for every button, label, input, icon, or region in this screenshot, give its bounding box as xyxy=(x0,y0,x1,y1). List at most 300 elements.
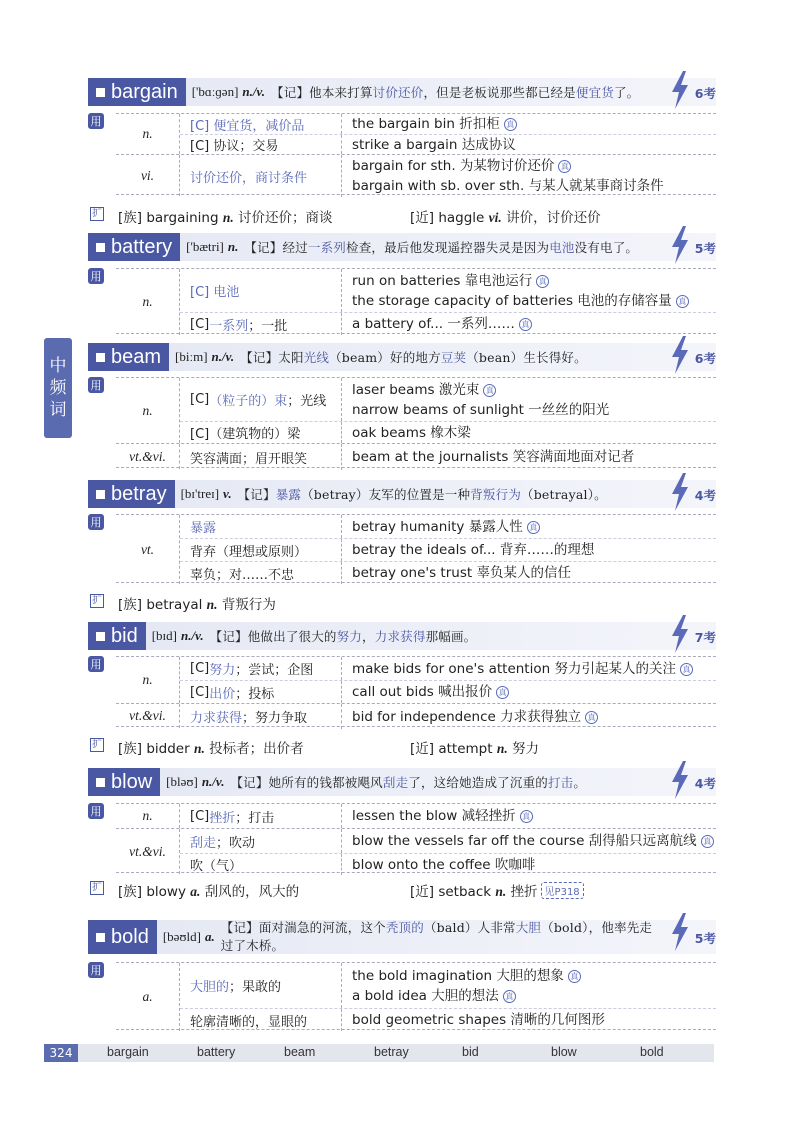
footer-word: betray xyxy=(374,1045,409,1059)
word-family xyxy=(118,880,299,900)
synonym-label: [近] xyxy=(410,884,435,900)
sense-meaning xyxy=(190,313,342,335)
footer-word: bargain xyxy=(107,1045,149,1059)
real-exam-icon: 真 xyxy=(520,810,533,823)
family-word: betrayal xyxy=(146,597,203,613)
entry-header xyxy=(88,78,716,106)
text-run: [C] 协议；交易 xyxy=(190,139,279,154)
text-run: a battery of... 一系列…… xyxy=(352,316,515,332)
text-run: ；一批 xyxy=(248,318,288,334)
lightning-icon xyxy=(670,336,690,374)
footer-bar xyxy=(44,1044,714,1062)
usage-icon: 用 xyxy=(88,268,104,284)
text-run: the bargain bin 折扣柜 xyxy=(352,116,500,132)
example-line xyxy=(352,659,716,679)
square-icon xyxy=(96,243,105,252)
text-run: 【记】 xyxy=(237,487,276,502)
sense-meaning xyxy=(190,657,342,680)
family-label: [族] xyxy=(118,741,143,757)
word-entry xyxy=(88,920,716,1030)
sense-meaning xyxy=(190,681,342,703)
text-run: （bold），他率先走过了木桥。 xyxy=(220,920,653,953)
text-run: [C]（建筑物的）梁 xyxy=(190,427,301,442)
sense-table xyxy=(116,377,716,468)
square-icon xyxy=(96,778,105,787)
text-run: 努力 xyxy=(336,629,363,644)
real-exam-icon: 真 xyxy=(558,160,571,173)
text-run: （betrayal）。 xyxy=(521,487,607,502)
entry-header xyxy=(88,622,716,650)
group-pos: n. xyxy=(116,804,180,828)
usage-icon: 用 xyxy=(88,514,104,530)
text-run: 大胆 xyxy=(515,920,542,935)
sense-row xyxy=(180,680,716,703)
pronunciation: [biːm] xyxy=(175,349,208,364)
text-run: the bold imagination 大胆的想象 xyxy=(352,967,564,984)
family-pos: n. xyxy=(193,741,205,756)
text-run: 【记】经过 xyxy=(244,240,308,255)
example-line xyxy=(352,291,716,311)
text-run: bargain with sb. over sth. 与某人就某事商讨条件 xyxy=(352,178,664,194)
headword-box xyxy=(88,480,175,508)
pronunciation: [bləʊ] xyxy=(166,774,198,789)
headword: betray xyxy=(111,482,167,505)
family-label: [族] xyxy=(118,884,143,900)
sense-examples xyxy=(352,313,716,335)
example-line xyxy=(352,855,716,875)
pos-group xyxy=(116,804,716,828)
family-def: 刮风的，风大的 xyxy=(204,884,300,900)
real-exam-icon: 真 xyxy=(536,275,549,288)
pronunciation: [bəʊld] xyxy=(162,929,201,944)
exam-count: 5考 xyxy=(694,241,716,256)
usage-icon: 用 xyxy=(88,113,104,129)
family-def: 讨价还价；商谈 xyxy=(238,210,333,226)
real-exam-icon: 真 xyxy=(483,384,496,397)
sense-meaning xyxy=(190,114,342,134)
headword: bargain xyxy=(111,80,178,103)
headword: bold xyxy=(111,925,149,948)
group-pos: n. xyxy=(116,114,180,154)
sense-examples xyxy=(352,854,716,875)
sense-row xyxy=(180,421,716,443)
headword-box xyxy=(88,343,169,371)
sense-examples xyxy=(352,539,716,561)
sense-examples xyxy=(352,1009,716,1031)
extension-row xyxy=(88,206,716,224)
lightning-icon xyxy=(670,913,690,951)
text-run: 辜负；对……不忠 xyxy=(190,567,295,583)
sense-row xyxy=(180,1008,716,1031)
text-run: 便宜货 xyxy=(575,85,614,100)
real-exam-icon: 真 xyxy=(701,835,714,848)
text-run: ；努力争取 xyxy=(242,711,308,726)
real-exam-icon: 真 xyxy=(519,318,532,331)
pos-group xyxy=(116,828,716,874)
part-of-speech: n./v. xyxy=(201,774,225,789)
example-line xyxy=(352,1010,716,1030)
section-tab xyxy=(44,338,72,438)
text-run: 笑容满面；眉开眼笑 xyxy=(190,451,308,467)
sense-examples xyxy=(352,704,716,729)
text-run: bargain for sth. 为某物讨价还价 xyxy=(352,158,555,174)
group-pos: vt.&vi. xyxy=(116,829,180,874)
sense-meaning xyxy=(190,963,342,1008)
usage-icon: 用 xyxy=(88,656,104,672)
text-run: 【记】他做出了很大的 xyxy=(209,629,337,644)
text-run: 刮走 xyxy=(190,835,217,851)
lightning-icon xyxy=(670,226,690,264)
pos-group xyxy=(116,963,716,1031)
group-pos: n. xyxy=(116,657,180,703)
synonym-def: 讲价，讨价还价 xyxy=(506,210,601,226)
headword-box xyxy=(88,233,180,261)
sense-examples xyxy=(352,515,716,538)
text-run: [C] 便宜货，减价品 xyxy=(190,118,305,134)
synonym-pos: n. xyxy=(495,884,507,899)
synonym xyxy=(410,206,601,226)
example-line xyxy=(352,423,716,443)
sense-examples xyxy=(352,963,716,1008)
group-pos: n. xyxy=(116,378,180,443)
text-run: 了。 xyxy=(613,85,640,100)
text-run: （粒子的）束 xyxy=(209,394,288,409)
text-run: 电池 xyxy=(549,240,575,255)
text-run: 暴露 xyxy=(190,521,217,536)
sense-meaning xyxy=(190,155,342,197)
extension-icon: 扩 xyxy=(92,739,102,750)
synonym-word: attempt xyxy=(438,741,493,757)
pos-group xyxy=(116,378,716,443)
pos-group xyxy=(116,515,716,584)
real-exam-icon: 真 xyxy=(527,521,540,534)
text-run: 一系列 xyxy=(209,318,249,334)
mnemonic xyxy=(221,919,661,955)
synonym-def: 努力 xyxy=(512,741,540,757)
exam-count: 4考 xyxy=(694,488,716,503)
example-line xyxy=(352,540,716,560)
synonym xyxy=(410,880,584,900)
square-icon xyxy=(96,353,105,362)
text-run: 挫折 xyxy=(209,810,236,826)
pos-group xyxy=(116,269,716,335)
sense-table xyxy=(116,656,716,727)
text-run: [C] xyxy=(190,684,210,700)
lightning-icon xyxy=(670,615,690,653)
sense-meaning xyxy=(190,378,342,421)
square-icon xyxy=(96,88,105,97)
example-line xyxy=(352,314,716,334)
family-word: blowy xyxy=(146,884,186,900)
family-word: bargaining xyxy=(146,210,219,226)
pos-group xyxy=(116,154,716,196)
sense-examples xyxy=(352,681,716,703)
example-line xyxy=(352,400,716,420)
sense-meaning xyxy=(190,444,342,470)
family-def: 背叛行为 xyxy=(221,597,276,613)
headword-box xyxy=(88,622,146,650)
synonym-word: setback xyxy=(438,884,492,900)
text-run: 暴露 xyxy=(275,487,302,502)
text-run: 【记】面对湍急的河流，这个 xyxy=(220,920,386,935)
sense-row xyxy=(180,657,716,680)
synonym-def: 挫折 xyxy=(510,884,538,900)
group-pos: vt. xyxy=(116,515,180,584)
page-number: 324 xyxy=(44,1044,78,1062)
sense-table xyxy=(116,803,716,873)
exam-count: 7考 xyxy=(694,630,716,645)
text-run: 大胆的 xyxy=(190,980,230,995)
part-of-speech: n./v. xyxy=(242,84,266,99)
example-line xyxy=(352,156,716,176)
example-line xyxy=(352,380,716,400)
sense-row xyxy=(180,444,716,470)
text-run: [C] xyxy=(190,392,210,407)
text-run: bold geometric shapes 清晰的几何图形 xyxy=(352,1012,605,1028)
headword-box xyxy=(88,768,160,796)
sense-meaning xyxy=(190,804,342,828)
text-run: 刮走 xyxy=(382,775,409,790)
group-pos: vt.&vi. xyxy=(116,704,180,728)
headword: battery xyxy=(111,235,173,258)
sense-table xyxy=(116,113,716,195)
section-tab-char: 词 xyxy=(49,400,67,420)
entry-header xyxy=(88,768,716,796)
text-run: call out bids 喊出报价 xyxy=(352,684,493,700)
text-run: blow the vessels far off the course 刮得船只远离航线 xyxy=(352,833,697,849)
example-line xyxy=(352,831,716,851)
square-icon xyxy=(96,490,105,499)
extension-icon: 扩 xyxy=(92,882,102,893)
sense-examples xyxy=(352,657,716,680)
text-run: 了，这给她造成了沉重的 xyxy=(408,775,548,790)
text-run: a bold idea 大胆的想法 xyxy=(352,987,499,1004)
sense-examples xyxy=(352,444,716,470)
group-pos: vi. xyxy=(116,155,180,196)
entry-header xyxy=(88,480,716,508)
pos-group xyxy=(116,657,716,703)
text-run: 【记】太阳 xyxy=(240,350,304,365)
text-run: betray humanity 暴露人性 xyxy=(352,518,523,535)
sense-table xyxy=(116,962,716,1030)
text-run: （bean）生长得好。 xyxy=(466,350,587,365)
sense-examples xyxy=(352,422,716,443)
family-pos: n. xyxy=(222,210,234,225)
example-line xyxy=(352,517,716,537)
real-exam-icon: 真 xyxy=(568,970,581,983)
group-pos: n. xyxy=(116,269,180,335)
word-entry xyxy=(88,78,716,226)
example-line xyxy=(352,114,716,134)
lightning-icon xyxy=(670,761,690,799)
sense-row xyxy=(180,378,716,421)
pronunciation: ['bætri] xyxy=(186,239,224,254)
example-line xyxy=(352,563,716,583)
text-run: 力求获得 xyxy=(374,629,426,644)
text-run: 那幅画。 xyxy=(425,629,477,644)
text-run: ；尝试；企图 xyxy=(235,663,314,678)
sense-row xyxy=(180,155,716,197)
text-run: 豆荚 xyxy=(440,350,467,365)
text-run: lessen the blow 减轻挫折 xyxy=(352,808,516,824)
sense-examples xyxy=(352,114,716,134)
sense-examples xyxy=(352,562,716,584)
exam-count: 6考 xyxy=(694,86,716,101)
text-run: （betray）友军的位置是一种 xyxy=(301,487,471,502)
entry-header xyxy=(88,233,716,261)
sense-row xyxy=(180,538,716,561)
sense-examples xyxy=(352,135,716,154)
word-family xyxy=(118,737,304,757)
family-label: [族] xyxy=(118,597,143,613)
family-pos: n. xyxy=(206,597,218,612)
text-run: 【记】她所有的钱都被飓风 xyxy=(230,775,383,790)
footer-word: bid xyxy=(462,1045,479,1059)
text-run: betray the ideals of... 背弃……的理想 xyxy=(352,542,595,558)
usage-icon: 用 xyxy=(88,377,104,393)
real-exam-icon: 真 xyxy=(503,990,516,1003)
entry-header xyxy=(88,343,716,371)
text-run: [C] xyxy=(190,316,210,332)
text-run: 没有电了。 xyxy=(574,240,639,255)
part-of-speech: a. xyxy=(205,929,215,944)
sense-meaning xyxy=(190,539,342,561)
text-run: bid for independence 力求获得独立 xyxy=(352,708,582,725)
pronunciation: [bɪd] xyxy=(151,628,177,643)
real-exam-icon: 真 xyxy=(676,295,689,308)
pos-group xyxy=(116,703,716,728)
extension-icon: 扩 xyxy=(92,595,102,606)
text-run: strike a bargain 达成协议 xyxy=(352,136,516,153)
part-of-speech: n. xyxy=(227,239,239,254)
mnemonic xyxy=(230,773,586,791)
part-of-speech: v. xyxy=(223,486,232,501)
sense-row xyxy=(180,561,716,584)
text-run: 【记】他本来打算 xyxy=(271,85,373,100)
text-run: oak beams 橡木梁 xyxy=(352,424,471,441)
sense-meaning xyxy=(190,422,342,443)
real-exam-icon: 真 xyxy=(585,711,598,724)
text-run: ；投标 xyxy=(235,686,275,702)
footer-word: blow xyxy=(551,1045,577,1059)
text-run: ；果敢的 xyxy=(229,980,282,995)
sense-table xyxy=(116,268,716,334)
text-run: （bald）人非常 xyxy=(423,920,516,935)
text-run: 力求获得 xyxy=(190,711,243,726)
part-of-speech: n./v. xyxy=(211,349,235,364)
mnemonic xyxy=(210,627,477,645)
footer-word: bold xyxy=(640,1045,664,1059)
text-run: [C] xyxy=(190,808,210,824)
text-run: beam at the journalists 笑容满面地面对记者 xyxy=(352,449,635,465)
sense-row xyxy=(180,269,716,312)
group-pos: a. xyxy=(116,963,180,1031)
sense-meaning xyxy=(190,829,342,853)
word-entry xyxy=(88,343,716,467)
square-icon xyxy=(96,933,105,942)
sense-row xyxy=(180,704,716,729)
example-line xyxy=(352,447,716,467)
synonym-label: [近] xyxy=(410,741,435,757)
real-exam-icon: 真 xyxy=(504,118,517,131)
usage-icon: 用 xyxy=(88,962,104,978)
headword: blow xyxy=(111,770,153,793)
example-line xyxy=(352,271,716,291)
text-run: run on batteries 靠电池运行 xyxy=(352,272,533,289)
sense-meaning xyxy=(190,1009,342,1031)
text-run: 背叛行为 xyxy=(470,487,522,502)
word-entry xyxy=(88,768,716,900)
text-run: 讨价还价，商讨条件 xyxy=(190,170,308,186)
synonym-pos: vi. xyxy=(488,210,502,225)
synonym-label: [近] xyxy=(410,210,435,226)
family-label: [族] xyxy=(118,210,143,226)
sense-examples xyxy=(352,804,716,828)
example-line xyxy=(352,806,716,826)
footer-word: battery xyxy=(197,1045,236,1059)
mnemonic xyxy=(240,348,587,366)
word-family xyxy=(118,206,333,226)
mnemonic xyxy=(271,83,639,101)
sense-examples xyxy=(352,155,716,197)
extension-row xyxy=(88,593,716,611)
sense-row xyxy=(180,134,716,154)
sense-table xyxy=(116,514,716,583)
extension-row xyxy=(88,880,716,898)
headword: bid xyxy=(111,624,138,647)
real-exam-icon: 真 xyxy=(680,663,693,676)
text-run: 出价 xyxy=(209,686,236,702)
pos-group xyxy=(116,114,716,154)
text-run: 讨价还价 xyxy=(372,85,424,100)
entry-header xyxy=(88,920,716,954)
text-run: [C] xyxy=(190,661,210,676)
text-run: 努力 xyxy=(209,663,236,678)
sense-row xyxy=(180,829,716,853)
example-line xyxy=(352,986,716,1006)
cross-reference-tag[interactable]: 见P318 xyxy=(541,882,584,899)
section-tab-char: 频 xyxy=(49,378,67,398)
mnemonic xyxy=(244,238,638,256)
exam-count: 5考 xyxy=(694,931,716,946)
text-run: laser beams 激光束 xyxy=(352,381,480,398)
mnemonic xyxy=(238,485,607,503)
headword-box xyxy=(88,78,186,106)
pos-group xyxy=(116,443,716,469)
sense-meaning xyxy=(190,562,342,584)
text-run: ；光线 xyxy=(287,394,327,409)
sense-examples xyxy=(352,829,716,853)
example-line xyxy=(352,682,716,702)
sense-meaning xyxy=(190,704,342,729)
part-of-speech: n./v. xyxy=(180,628,204,643)
sense-row xyxy=(180,804,716,828)
text-run: betray one's trust 辜负某人的信任 xyxy=(352,565,571,581)
synonym-pos: n. xyxy=(496,741,508,756)
text-run: narrow beams of sunlight 一丝丝的阳光 xyxy=(352,401,610,418)
text-run: ， xyxy=(362,629,375,644)
text-run: 轮廓清晰的，显眼的 xyxy=(190,1014,308,1030)
sense-row xyxy=(180,963,716,1008)
text-run: 一系列 xyxy=(307,240,346,255)
text-run: ；吹动 xyxy=(216,835,256,851)
text-run: ；打击 xyxy=(235,810,275,826)
group-pos: vt.&vi. xyxy=(116,444,180,469)
pronunciation: ['bɑːɡən] xyxy=(191,84,239,99)
word-entry xyxy=(88,480,716,613)
extension-row xyxy=(88,737,716,755)
headword: beam xyxy=(111,345,162,368)
